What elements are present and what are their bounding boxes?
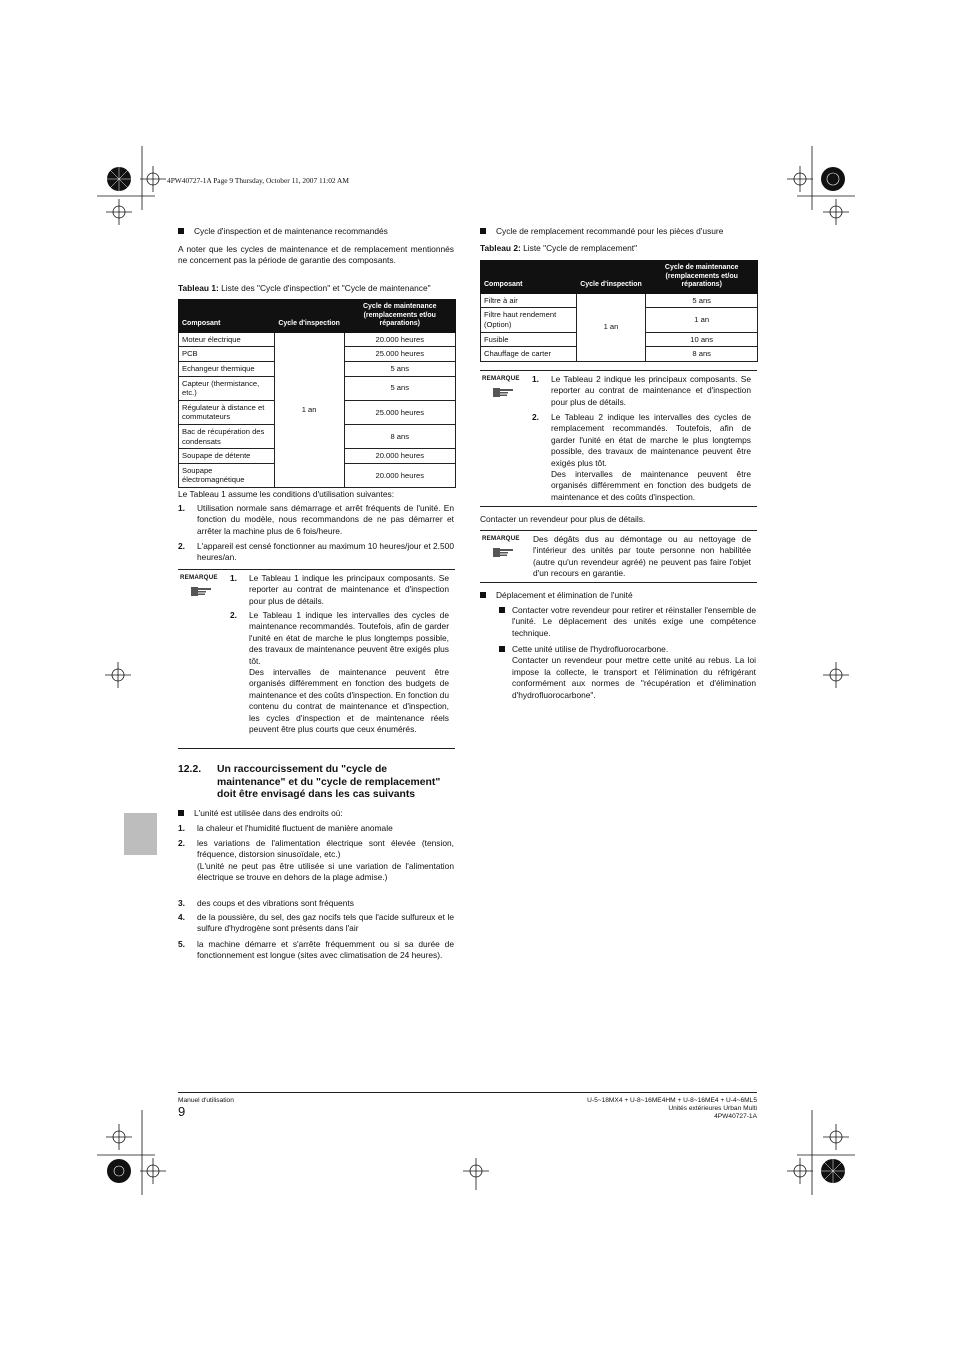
place-2: 2. les variations de l'alimentation électrique sont élevée (tension, fréquence, distorsion sinusoïdale, etc.) (L'unité ne peut pas être utilisée si une variation de l'alimentation électrique se trouve en dehors de la plage admise.) bbox=[178, 838, 454, 883]
table1 bbox=[178, 299, 456, 488]
table-cell: Fusible bbox=[481, 332, 577, 347]
right-bullet-replacement: Cycle de remplacement recommandé pour les pièces d'usure bbox=[480, 226, 760, 237]
left-intro: A noter que les cycles de maintenance et de remplacement mentionnés ne concernent pas la période de garantie des composants. bbox=[178, 244, 454, 266]
table1-header-inspection: Cycle d'inspection bbox=[274, 300, 344, 333]
table-cell: 8 ans bbox=[646, 347, 758, 362]
remark-1: 1. Le Tableau 1 indique les principaux composants. Se reporter au contrat de maintenance et d'inspection pour plus de détails. bbox=[230, 573, 449, 606]
table-cell: Capteur (thermistance, etc.) bbox=[179, 376, 275, 400]
bullet-square-icon bbox=[480, 592, 486, 598]
section-number: 12.2. bbox=[178, 764, 202, 775]
bullet-square-icon bbox=[178, 810, 184, 816]
footer-rule bbox=[178, 1092, 757, 1093]
condition-1: 1. Utilisation normale sans démarrage et arrêt fréquents de l'unité. En fonction du modèle, nous recommandons de ne pas démarrer et arrêter la machine plus de 6 fois/heure. bbox=[178, 503, 454, 536]
bullet-square-icon bbox=[499, 607, 505, 613]
disposal-sub-2: Cette unité utilise de l'hydrofluorocarbone. Contacter un revendeur pour mettre cette unité au rebus. La loi impose la collecte, le transport et l'élimination du réfrigérant conformément aux normes de "récupération et d'élimination d'hydrofluorocarbone". bbox=[499, 644, 756, 701]
table-cell: PCB bbox=[179, 347, 275, 362]
left-bullet-inspection: Cycle d'inspection et de maintenance recommandés bbox=[178, 226, 454, 237]
section-title: Un raccourcissement du "cycle de maintenance" et du "cycle de remplacement" doit être envisagé dans les cas suivants bbox=[217, 764, 441, 801]
table-cell: 5 ans bbox=[344, 376, 456, 400]
table2-header-component: Composant bbox=[481, 261, 577, 294]
table-cell: Moteur électrique bbox=[179, 332, 275, 347]
table-cell: 20.000 heures bbox=[344, 449, 456, 464]
footer-models: U-5~18MX4 + U-8~16ME4HM + U-8~16ME4 + U-4~6ML5 Unités extérieures Urban Multi 4PW40727-1A bbox=[587, 1097, 757, 1121]
table-cell: 10 ans bbox=[646, 332, 758, 347]
table-cell: 20.000 heures bbox=[344, 463, 456, 487]
remark-label: REMARQUE bbox=[482, 375, 520, 382]
remark2-2: 2. Le Tableau 2 indique les intervalles des cycles de remplacement recommandés. Toutefois, afin de garder l'unité en état de marche le plus longtemps possible, des travaux de maintenance peuvent être exigés plus tôt. Des intervalles de maintenance peuvent être organisés différemment en fonction des budgets de maintenance et des coûts d'inspection. bbox=[532, 412, 751, 502]
table-cell: Régulateur à distance et commutateurs bbox=[179, 400, 275, 424]
remark2-top-rule bbox=[480, 370, 757, 371]
side-tab bbox=[124, 813, 157, 855]
table2-caption: Tableau 2: Liste "Cycle de remplacement" bbox=[480, 243, 638, 253]
table1-header-maintenance: Cycle de maintenance (remplacements et/ou réparations) bbox=[344, 300, 456, 333]
table1-header-component: Composant bbox=[179, 300, 275, 333]
print-header: 4PW40727-1A Page 9 Thursday, October 11, 2007 11:02 AM bbox=[167, 176, 349, 185]
footer-manual: Manuel d'utilisation bbox=[178, 1097, 234, 1104]
remark3-bottom-rule bbox=[480, 582, 757, 583]
table-cell: Chauffage de carter bbox=[481, 347, 577, 362]
table-cell: 5 ans bbox=[646, 293, 758, 308]
table-cell: Soupape de détente bbox=[179, 449, 275, 464]
place-3: 3. des coups et des vibrations sont fréquents bbox=[178, 898, 354, 908]
table1-caption: Tableau 1: Liste des "Cycle d'inspection" et "Cycle de maintenance" bbox=[178, 283, 431, 293]
remark2-1: 1. Le Tableau 2 indique les principaux composants. Se reporter au contrat de maintenance et d'inspection pour plus de détails. bbox=[532, 374, 751, 407]
place-4: 4. de la poussière, du sel, des gaz nocifs tels que l'acide sulfureux et le sulfure d'hydrogène sont présents dans l'air bbox=[178, 912, 454, 934]
table-cell: 5 ans bbox=[344, 361, 456, 376]
table1-inspection-cell: 1 an bbox=[274, 332, 344, 487]
remark-label: REMARQUE bbox=[482, 535, 520, 542]
table-cell: 20.000 heures bbox=[344, 332, 456, 347]
table-cell: 1 an bbox=[646, 308, 758, 332]
condition-2: 2. L'appareil est censé fonctionner au maximum 10 heures/jour et 2.500 heures/an. bbox=[178, 541, 454, 563]
place-1: 1. la chaleur et l'humidité fluctuent de manière anomale bbox=[178, 823, 393, 833]
remark3-text: Des dégâts dus au démontage ou au nettoyage de l'intérieur des unités par toute personne non habilitée (autre qu'un revendeur agréé) ne peuvent pas faire l'objet d'un recours en garantie. bbox=[533, 534, 751, 579]
bullet-square-icon bbox=[178, 228, 184, 234]
table-cell: 25.000 heures bbox=[344, 400, 456, 424]
table2-header-inspection: Cycle d'inspection bbox=[576, 261, 646, 294]
table-cell: Soupape électromagnétique bbox=[179, 463, 275, 487]
contact-dealer: Contacter un revendeur pour plus de détails. bbox=[480, 514, 646, 524]
table2-header-maintenance: Cycle de maintenance (remplacements et/ou réparations) bbox=[646, 261, 758, 294]
remark-2: 2. Le Tableau 1 indique les intervalles des cycles de maintenance recommandés. Toutefois, afin de garder l'unité en état de marche le plus longtemps possible, des travaux de maintenance peuvent être exigés plus tôt. Des intervalles de maintenance peuvent être organisés différemment en fonction des budgets de maintenance et des coûts d'inspection. En fonction du contenu du contrat de maintenance et d'inspection, les cycles d'inspection et de maintenance réels peuvent être plus courts que ceux énumérés. bbox=[230, 610, 449, 735]
remark-top-rule bbox=[178, 569, 455, 570]
pointing-hand-icon bbox=[492, 386, 514, 398]
table-cell: 8 ans bbox=[344, 424, 456, 448]
places-intro: L'unité est utilisée dans des endroits où: bbox=[178, 808, 454, 819]
remark3-top-rule bbox=[480, 530, 757, 531]
table-cell: Filtre haut rendement (Option) bbox=[481, 308, 577, 332]
footer-page-number: 9 bbox=[178, 1104, 186, 1119]
right-bullet-disposal: Déplacement et élimination de l'unité bbox=[480, 590, 760, 601]
pointing-hand-icon bbox=[190, 585, 212, 597]
disposal-sub-1: Contacter votre revendeur pour retirer et réinstaller l'ensemble de l'unité. Le déplacement des unités exige une compétence technique. bbox=[499, 605, 756, 639]
table2-inspection-cell: 1 an bbox=[576, 293, 646, 361]
table-cell: 25.000 heures bbox=[344, 347, 456, 362]
conditions-intro: Le Tableau 1 assume les conditions d'utilisation suivantes: bbox=[178, 489, 395, 499]
bullet-square-icon bbox=[480, 228, 486, 234]
pointing-hand-icon bbox=[492, 546, 514, 558]
table-cell: Echangeur thermique bbox=[179, 361, 275, 376]
bullet-square-icon bbox=[499, 646, 505, 652]
remark-bottom-rule bbox=[178, 748, 455, 749]
remark2-bottom-rule bbox=[480, 506, 757, 507]
table2 bbox=[480, 260, 758, 362]
remark-label: REMARQUE bbox=[180, 574, 218, 581]
table-cell: Bac de récupération des condensats bbox=[179, 424, 275, 448]
table-cell: Filtre à air bbox=[481, 293, 577, 308]
place-5: 5. la machine démarre et s'arrête fréquemment ou si sa durée de fonctionnement est longue (sites avec climatisation de 24 heures). bbox=[178, 939, 454, 961]
